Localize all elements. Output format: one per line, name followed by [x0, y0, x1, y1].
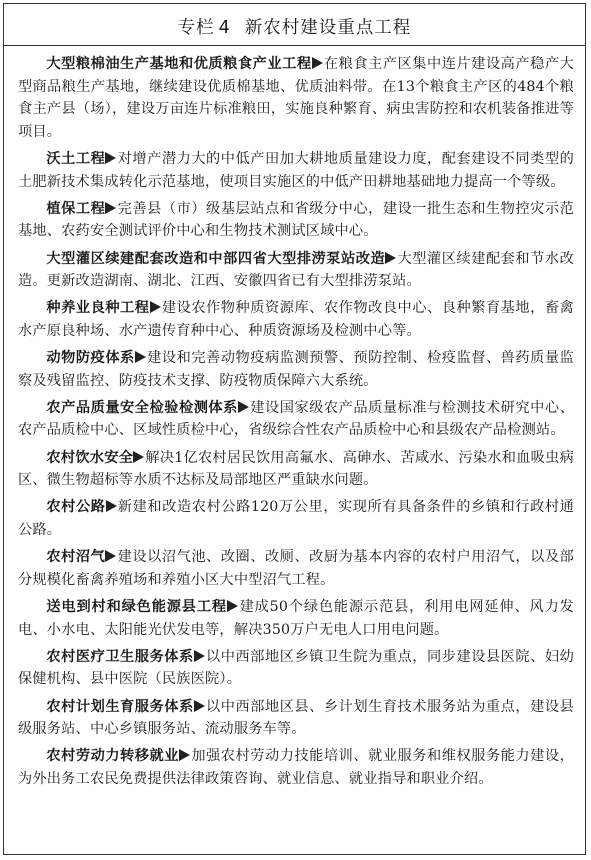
item-heading: 种养业良种工程 — [46, 300, 150, 317]
list-item — [18, 546, 574, 591]
item-heading: 植保工程 — [46, 200, 106, 217]
list-item — [18, 347, 574, 392]
box-title-bar — [4, 14, 585, 40]
item-body: 建设农作物种质资源库、农作物改良中心、良种繁育基地，畜禽水产原良种场、水产遗传育种中心、种质资源场及检测中心等。 — [18, 300, 574, 339]
item-heading: 农村公路 — [46, 499, 106, 516]
item-body: 大型灌区续建配套和节水改造。更新改造湖南、湖北、江西、安徽四省已有大型排涝泵站。 — [18, 250, 574, 290]
list-item — [18, 646, 574, 691]
item-body: 对增产潜力大的中低产田加大耕地质量建设力度，配套建设不同类型的土肥新技术集成转化示范基地，使项目实施区的中低产田耕地基础地力提高一个等级。 — [18, 150, 574, 190]
item-heading: 农村劳动力转移就业 — [46, 748, 179, 765]
item-body: 建设国家级农产品质量标准与检测技术研究中心、农产品质检中心、区域性质检中心，省级综合性农产品质检中心和县级农产品检测站。 — [18, 399, 574, 439]
item-body: 解决1亿农村居民饮用高氟水、高砷水、苦咸水、污染水和血吸虫病区、微生物超标等水质不达标及局部地区严重缺水问题。 — [18, 449, 574, 489]
item-body: 以中西部地区县、乡计划生育技术服务站为重点，建设县级服务站、中心乡镇服务站、流动服务车等。 — [18, 698, 574, 738]
arrow-marker-icon — [194, 646, 206, 669]
arrow-marker-icon — [238, 397, 250, 420]
list-item — [18, 297, 574, 342]
item-heading: 农村医疗卫生服务体系 — [46, 648, 194, 665]
list-item — [18, 53, 574, 143]
arrow-marker-icon — [135, 347, 147, 370]
item-heading: 动物防疫体系 — [46, 350, 135, 367]
list-item — [18, 596, 574, 641]
arrow-marker-icon — [133, 447, 145, 470]
list-item — [18, 696, 574, 741]
list-item — [18, 496, 574, 541]
arrow-marker-icon — [312, 53, 324, 76]
item-body: 加强农村劳动力技能培训、就业服务和维权服务能力建设，为外出务工农民免费提供法律政策咨询、就业信息、就业指导和职业介绍。 — [18, 748, 574, 787]
box-label: 专栏 — [177, 18, 215, 38]
item-heading: 送电到村和绿色能源县工程 — [46, 599, 227, 615]
item-heading: 农村沼气 — [46, 549, 106, 566]
item-heading: 大型粮棉油生产基地和优质粮食产业工程 — [46, 56, 312, 72]
list-item — [18, 248, 574, 293]
arrow-marker-icon — [106, 496, 118, 519]
title-divider — [4, 45, 585, 46]
arrow-marker-icon — [179, 745, 191, 768]
item-body: 在粮食主产区集中连片建设高产稳产大型商品粮生产基地，继续建设优质棉基地、优质油料带。在13个粮食主产区的484个粮食主产县（场），建设万亩连片标准粮田，实施良种繁育、病虫害防控和农机装备推进等项目。 — [18, 56, 574, 140]
box-title: 新农村建设重点工程 — [244, 18, 412, 38]
arrow-marker-icon — [227, 596, 239, 619]
column-box — [3, 3, 586, 855]
item-body: 完善县（市）级基层站点和省级分中心，建设一批生态和生物控灾示范基地、农药安全测试评价中心和生物技术测试区域中心。 — [18, 200, 574, 240]
list-item — [18, 447, 574, 492]
arrow-marker-icon — [105, 198, 117, 221]
list-item — [18, 148, 574, 193]
item-body: 新建和改造农村公路120万公里，实现所有具备条件的乡镇和行政村通公路。 — [18, 499, 575, 539]
item-body: 建设以沼气池、改圈、改厕、改厨为基本内容的农村户用沼气，以及部分规模化畜禽养殖场和养殖小区大中型沼气工程。 — [18, 549, 574, 588]
item-body: 建成50个绿色能源示范县，利用电网延伸、风力发电、小水电、太阳能光伏发电等，解决350万户无电人口用电问题。 — [18, 599, 574, 638]
arrow-marker-icon — [385, 248, 397, 271]
arrow-marker-icon — [105, 546, 117, 569]
item-body: 以中西部地区乡镇卫生院为重点，同步建设县医院、妇幼保健机构、县中医院（民族医院）。 — [18, 648, 574, 688]
item-heading: 大型灌区续建配套改造和中部四省大型排涝泵站改造 — [46, 250, 386, 267]
item-heading: 沃土工程 — [46, 150, 106, 167]
item-heading: 农村饮水安全 — [46, 449, 134, 466]
box-number: 4 — [218, 18, 231, 38]
list-item — [18, 198, 574, 243]
arrow-marker-icon — [150, 297, 162, 320]
item-heading: 农产品质量安全检验检测体系 — [46, 399, 238, 416]
project-list — [18, 53, 574, 795]
item-heading: 农村计划生育服务体系 — [46, 698, 194, 715]
list-item — [18, 397, 574, 442]
arrow-marker-icon — [105, 148, 117, 171]
arrow-marker-icon — [194, 696, 206, 719]
list-item — [18, 745, 574, 790]
item-body: 建设和完善动物疫病监测预警、预防控制、检疫监督、兽药质量监察及残留监控、防疫技术支撑、防疫物质保障六大系统。 — [18, 350, 574, 389]
